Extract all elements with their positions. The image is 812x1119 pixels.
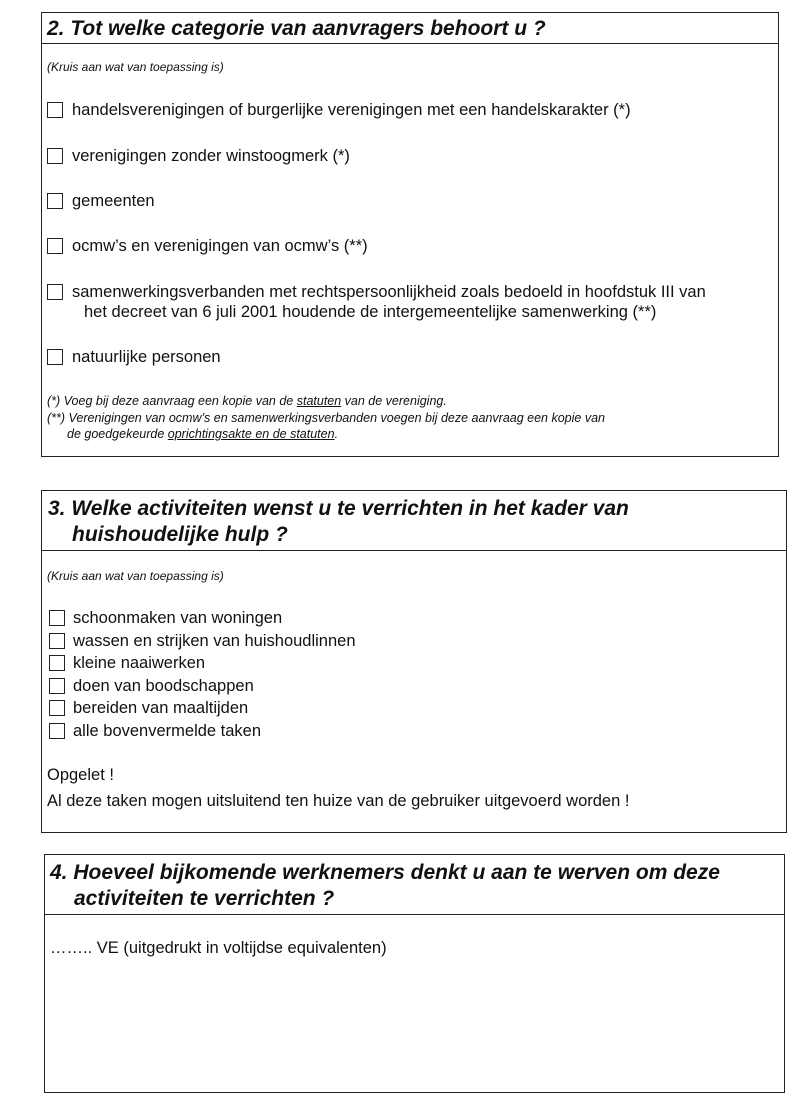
option-label: samenwerkingsverbanden met rechtspersoonlijkheid zoals bedoeld in hoofdstuk III van xyxy=(72,283,706,301)
section-2-hint: (Kruis aan wat van toepassing is) xyxy=(47,60,224,74)
warning-title: Opgelet ! xyxy=(47,766,114,784)
checkbox[interactable] xyxy=(47,349,63,365)
option-ocmw[interactable] xyxy=(47,236,368,256)
checkbox[interactable] xyxy=(47,284,63,300)
activity-list xyxy=(49,607,356,742)
option-gemeenten[interactable] xyxy=(47,191,155,211)
option-handelsverenigingen[interactable] xyxy=(47,100,631,120)
option-label: gemeenten xyxy=(72,192,155,210)
section-4-title: 4. Hoeveel bijkomende werknemers denkt u aan te werven om deze activiteiten te verrichten ? xyxy=(45,855,784,915)
checkbox[interactable] xyxy=(47,238,63,254)
activity-wassen-strijken[interactable]: wassen en strijken van huishoudlinnen xyxy=(49,630,356,653)
footnote-1: (*) Voeg bij deze aanvraag een kopie van de statuten van de vereniging. xyxy=(47,394,447,408)
checkbox[interactable] xyxy=(49,700,65,716)
checkbox[interactable] xyxy=(49,610,65,626)
checkbox[interactable] xyxy=(49,633,65,649)
option-vzw[interactable] xyxy=(47,146,350,166)
section-3-title: 3. Welke activiteiten wenst u te verrichten in het kader van huishoudelijke hulp ? xyxy=(42,491,786,551)
fte-blank[interactable]: …….. xyxy=(50,939,93,957)
option-label: natuurlijke personen xyxy=(72,348,221,366)
section-3-hint: (Kruis aan wat van toepassing is) xyxy=(47,569,224,583)
checkbox[interactable] xyxy=(47,102,63,118)
section-4-box xyxy=(44,854,785,1093)
footnote-2: (**) Verenigingen van ocmw’s en samenwerkingsverbanden voegen bij deze aanvraag een kopie van de goedgekeurde oprichtingsakte en de statuten. xyxy=(47,411,605,441)
option-label: verenigingen zonder winstoogmerk (*) xyxy=(72,147,350,165)
fte-answer[interactable] xyxy=(50,938,387,958)
checkbox[interactable] xyxy=(49,678,65,694)
checkbox[interactable] xyxy=(47,148,63,164)
option-samenwerkingsverbanden[interactable] xyxy=(47,282,772,322)
option-label-continued: het decreet van 6 juli 2001 houdende de intergemeentelijke samenwerking (**) xyxy=(84,303,657,321)
section-2-box xyxy=(41,12,779,457)
fte-label: VE (uitgedrukt in voltijdse equivalenten) xyxy=(92,939,387,957)
checkbox[interactable] xyxy=(49,723,65,739)
activity-boodschappen[interactable]: doen van boodschappen xyxy=(49,675,356,698)
activity-naaiwerken[interactable]: kleine naaiwerken xyxy=(49,652,356,675)
checkbox[interactable] xyxy=(47,193,63,209)
section-2-title: 2. Tot welke categorie van aanvragers behoort u ? xyxy=(42,13,778,44)
activity-alle-taken[interactable]: alle bovenvermelde taken xyxy=(49,720,356,743)
activity-maaltijden[interactable]: bereiden van maaltijden xyxy=(49,697,356,720)
warning-text: Al deze taken mogen uitsluitend ten huize van de gebruiker uitgevoerd worden ! xyxy=(47,792,630,810)
option-label: handelsverenigingen of burgerlijke verenigingen met een handelskarakter (*) xyxy=(72,101,631,119)
activity-schoonmaken[interactable]: schoonmaken van woningen xyxy=(49,607,356,630)
option-natuurlijke-personen[interactable] xyxy=(47,347,221,367)
option-label: ocmw’s en verenigingen van ocmw’s (**) xyxy=(72,237,368,255)
checkbox[interactable] xyxy=(49,655,65,671)
